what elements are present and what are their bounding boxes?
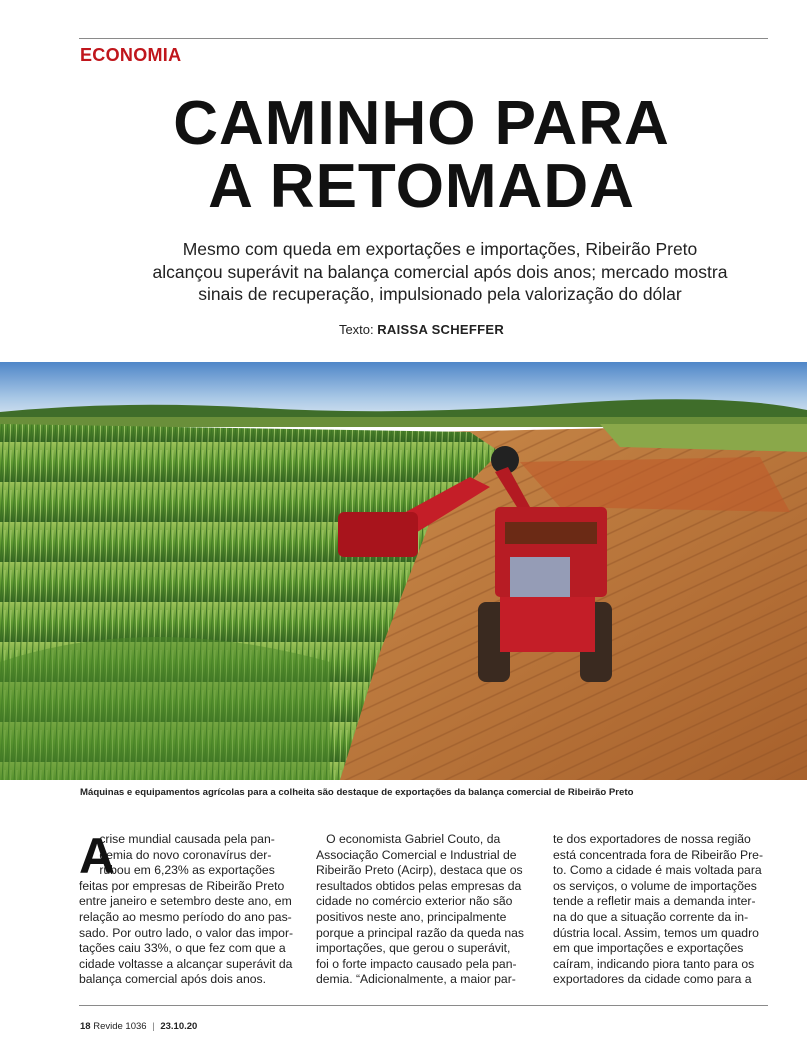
article-line: tende a refletir mais a demanda inter-: [553, 894, 756, 909]
article-line: tações caiu 33%, o que fez com que a: [79, 941, 286, 956]
article-body: [79, 828, 769, 992]
article-line: rubou em 6,23% as exportações: [79, 863, 275, 878]
headline: [0, 89, 807, 221]
headline-line-1: CAMINHO PARA: [173, 89, 670, 158]
article-line: entre janeiro e setembro deste ano, em: [79, 894, 292, 909]
article-line: te dos exportadores de nossa região: [553, 832, 751, 846]
top-rule: [79, 38, 768, 39]
article-line: to. Como a cidade é mais voltada para: [553, 863, 762, 878]
sugarcane-harvester-photo: [0, 362, 807, 780]
article-line: dústria local. Assim, temos um quadro: [553, 925, 759, 940]
magazine-issue: Revide 1036: [93, 1021, 147, 1032]
article-line: porque a principal razão da queda nas: [316, 925, 525, 940]
deck-subtitle: Mesmo com queda em exportações e importações, Ribeirão Preto alcançou superávit na balança comercial após dois anos; mercado mostra sinais de recuperação, impulsionado pela valorização do dólar: [152, 239, 728, 304]
article-line: Ribeirão Preto (Acirp), destaca que os: [316, 863, 523, 878]
page-number: 18: [80, 1021, 91, 1032]
article-line: cidade voltasse a alcançar superávit da: [79, 956, 293, 971]
article-line: O economista Gabriel Couto, da: [316, 832, 501, 846]
article-line: resultados obtidos pelas empresas da: [316, 878, 522, 893]
article-column-1: [79, 828, 294, 988]
issue-date: 23.10.20: [160, 1021, 198, 1032]
article-line: exportadores da cidade como para a: [553, 972, 752, 987]
bottom-rule: [79, 1005, 768, 1006]
page-footer: [80, 1021, 197, 1032]
photo-caption: Máquinas e equipamentos agrícolas para a colheita são destaque de exportações da balança comercial de Ribeirão Preto: [80, 787, 634, 798]
section-label: ECONOMIA: [80, 45, 182, 65]
footer-separator: |: [152, 1021, 155, 1032]
byline-author: RAISSA SCHEFFER: [377, 322, 505, 337]
article-line: sado. Por outro lado, o valor das impor-: [79, 925, 294, 940]
article-line: balança comercial após dois anos.: [79, 972, 266, 987]
drop-cap: A: [79, 828, 116, 884]
article-line: demia do novo coronavírus der-: [79, 847, 272, 862]
article-line: os serviços, o volume de importações: [553, 878, 757, 893]
article-line: foi o forte impacto causado pela pan-: [316, 956, 517, 971]
article-line: na do que a situação corrente da in-: [553, 909, 749, 924]
article-line: crise mundial causada pela pan-: [79, 832, 275, 846]
article-line: demia. “Adicionalmente, a maior par-: [316, 972, 516, 987]
article-line: positivos neste ano, principalmente: [316, 909, 507, 924]
article-column-2: [316, 832, 531, 988]
byline: [0, 322, 807, 337]
article-line: caíram, indicando piora tanto para os: [553, 956, 755, 971]
article-line: importações, que gerou o superávit,: [316, 941, 511, 956]
article-line: feitas por empresas de Ribeirão Preto: [79, 878, 285, 893]
article-line: em que importações e exportações: [553, 941, 744, 956]
article-column-3: [553, 832, 768, 988]
byline-prefix: Texto:: [338, 322, 378, 337]
article-line: Associação Comercial e Industrial de: [316, 847, 517, 862]
article-line: relação ao mesmo período do ano pas-: [79, 909, 292, 924]
article-line: está concentrada fora de Ribeirão Pre-: [553, 847, 764, 862]
headline-line-2: A RETOMADA: [208, 152, 635, 221]
article-line: cidade no comércio exterior não são: [316, 894, 513, 909]
